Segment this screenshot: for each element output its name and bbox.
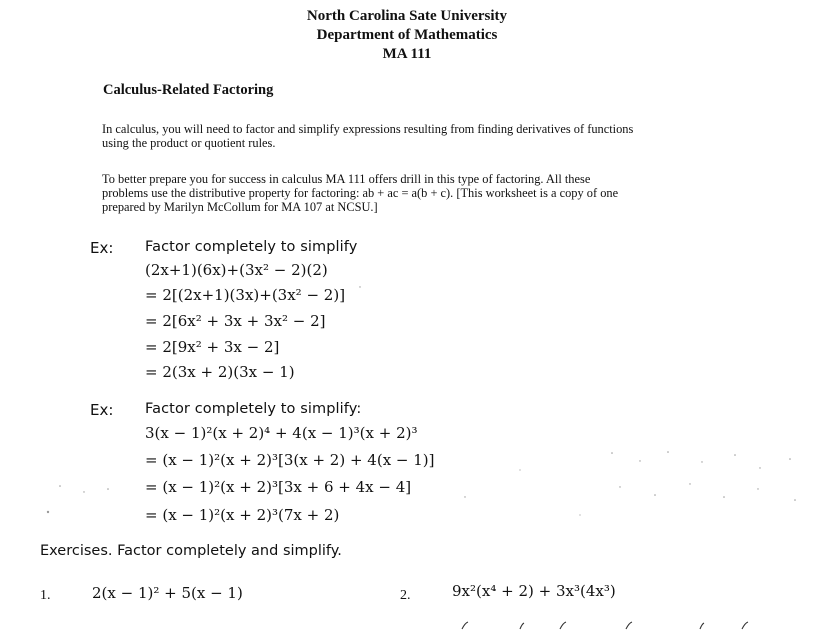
course-code: MA 111	[382, 46, 432, 62]
example-step: = 2[6x² + 3x + 3x² − 2]	[145, 312, 326, 330]
intro-line: In calculus, you will need to factor and simplify expressions resulting from finding derivatives of functions	[102, 122, 634, 136]
cutoff-row-fragments	[0, 620, 814, 630]
intro-line: using the product or quotient rules.	[102, 136, 276, 150]
intro-paragraph-2	[102, 172, 722, 214]
intro-line: problems use the distributive property for factoring: ab + ac = a(b + c). [This worksheet is a copy of one	[102, 186, 619, 200]
example-step: = (x − 1)²(x + 2)³(7x + 2)	[145, 506, 340, 524]
example-prompt: Factor completely to simplify	[145, 239, 358, 255]
department-name: Department of Mathematics	[316, 27, 498, 43]
intro-line: To better prepare you for success in calculus MA 111 offers drill in this type of factoring. All these	[102, 172, 591, 186]
exercise-number: 1.	[40, 588, 51, 603]
exercises-heading: Exercises. Factor completely and simplify.	[40, 543, 342, 559]
example-step: = 2[(2x+1)(3x)+(3x² − 2)]	[145, 286, 346, 304]
university-name: North Carolina Sate University	[306, 8, 508, 24]
example-step: = (x − 1)²(x + 2)³[3x + 6 + 4x − 4]	[145, 478, 412, 496]
example-label: Ex:	[90, 239, 114, 257]
intro-line: prepared by Marilyn McCollum for MA 107 at NCSU.]	[102, 200, 378, 214]
section-title: Calculus-Related Factoring	[103, 82, 274, 98]
exercise-number: 2.	[400, 588, 411, 603]
intro-paragraph-1	[102, 122, 722, 150]
example-step: = 2(3x + 2)(3x − 1)	[145, 363, 295, 381]
exercise-expression: 9x²(x⁴ + 2) + 3x³(4x³)	[452, 582, 616, 600]
example-step: = 2[9x² + 3x − 2]	[145, 338, 280, 356]
example-step: (2x+1)(6x)+(3x² − 2)(2)	[145, 261, 328, 279]
exercise-expression: 2(x − 1)² + 5(x − 1)	[92, 584, 243, 602]
example-step: = (x − 1)²(x + 2)³[3(x + 2) + 4(x − 1)]	[145, 451, 435, 469]
example-step: 3(x − 1)²(x + 2)⁴ + 4(x − 1)³(x + 2)³	[145, 424, 418, 442]
example-prompt: Factor completely to simplify:	[145, 401, 362, 417]
example-label: Ex:	[90, 401, 114, 419]
